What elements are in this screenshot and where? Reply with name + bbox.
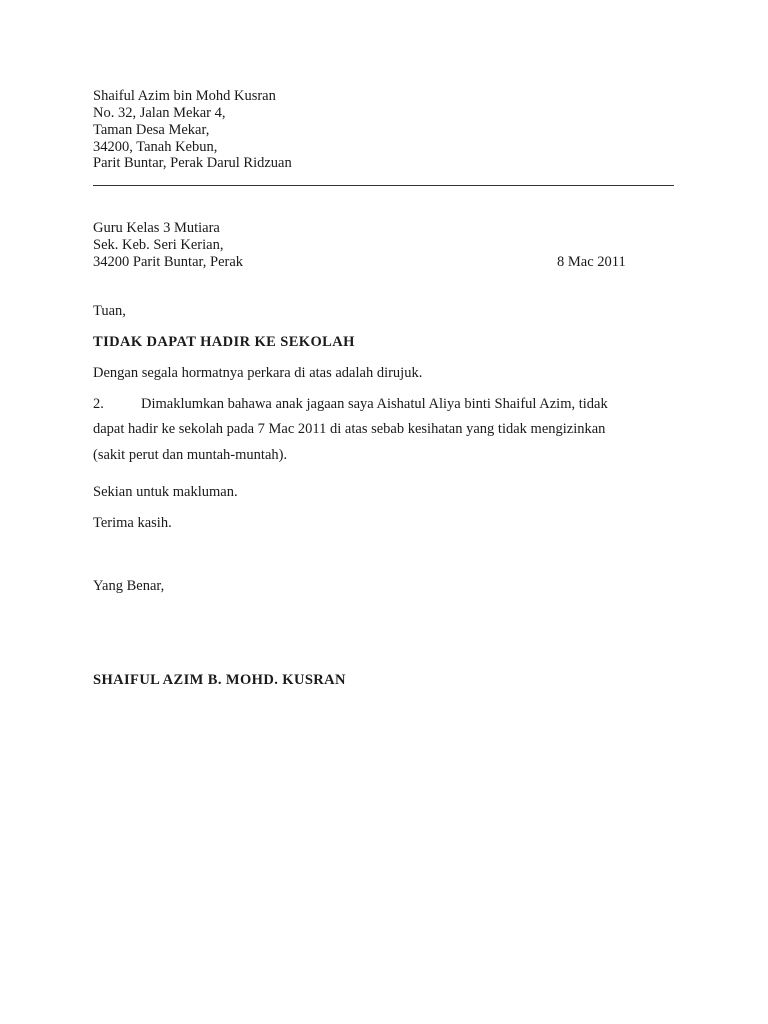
sender-name: Shaiful Azim bin Mohd Kusran: [93, 88, 276, 104]
sender-address-line-2: Taman Desa Mekar,: [93, 122, 210, 138]
header-divider: [93, 185, 674, 186]
salutation: Tuan,: [93, 303, 126, 319]
paragraph-line-3: (sakit perut dan muntah-muntah).: [93, 447, 288, 463]
recipient-line-3: 34200 Parit Buntar, Perak: [93, 254, 244, 270]
letter-date: 8 Mac 2011: [557, 254, 626, 270]
recipient-line-2: Sek. Keb. Seri Kerian,: [93, 237, 224, 253]
closing-line-1: Sekian untuk makluman.: [93, 484, 238, 500]
recipient-line-1: Guru Kelas 3 Mutiara: [93, 220, 220, 236]
sender-address-line-1: No. 32, Jalan Mekar 4,: [93, 105, 226, 121]
paragraph-number: 2.: [93, 396, 104, 412]
sender-address-line-3: 34200, Tanah Kebun,: [93, 139, 218, 155]
signature-name: SHAIFUL AZIM B. MOHD. KUSRAN: [93, 672, 346, 688]
paragraph-line-1: Dimaklumkan bahawa anak jagaan saya Aishatul Aliya binti Shaiful Azim, tidak: [141, 396, 608, 412]
paragraph-line-2: dapat hadir ke sekolah pada 7 Mac 2011 di atas sebab kesihatan yang tidak mengizinkan: [93, 421, 606, 437]
sender-address-line-4: Parit Buntar, Perak Darul Ridzuan: [93, 155, 292, 171]
closing-line-2: Terima kasih.: [93, 515, 172, 531]
signoff: Yang Benar,: [93, 578, 165, 594]
subject-heading: TIDAK DAPAT HADIR KE SEKOLAH: [93, 334, 355, 350]
opening-line: Dengan segala hormatnya perkara di atas adalah dirujuk.: [93, 365, 423, 381]
